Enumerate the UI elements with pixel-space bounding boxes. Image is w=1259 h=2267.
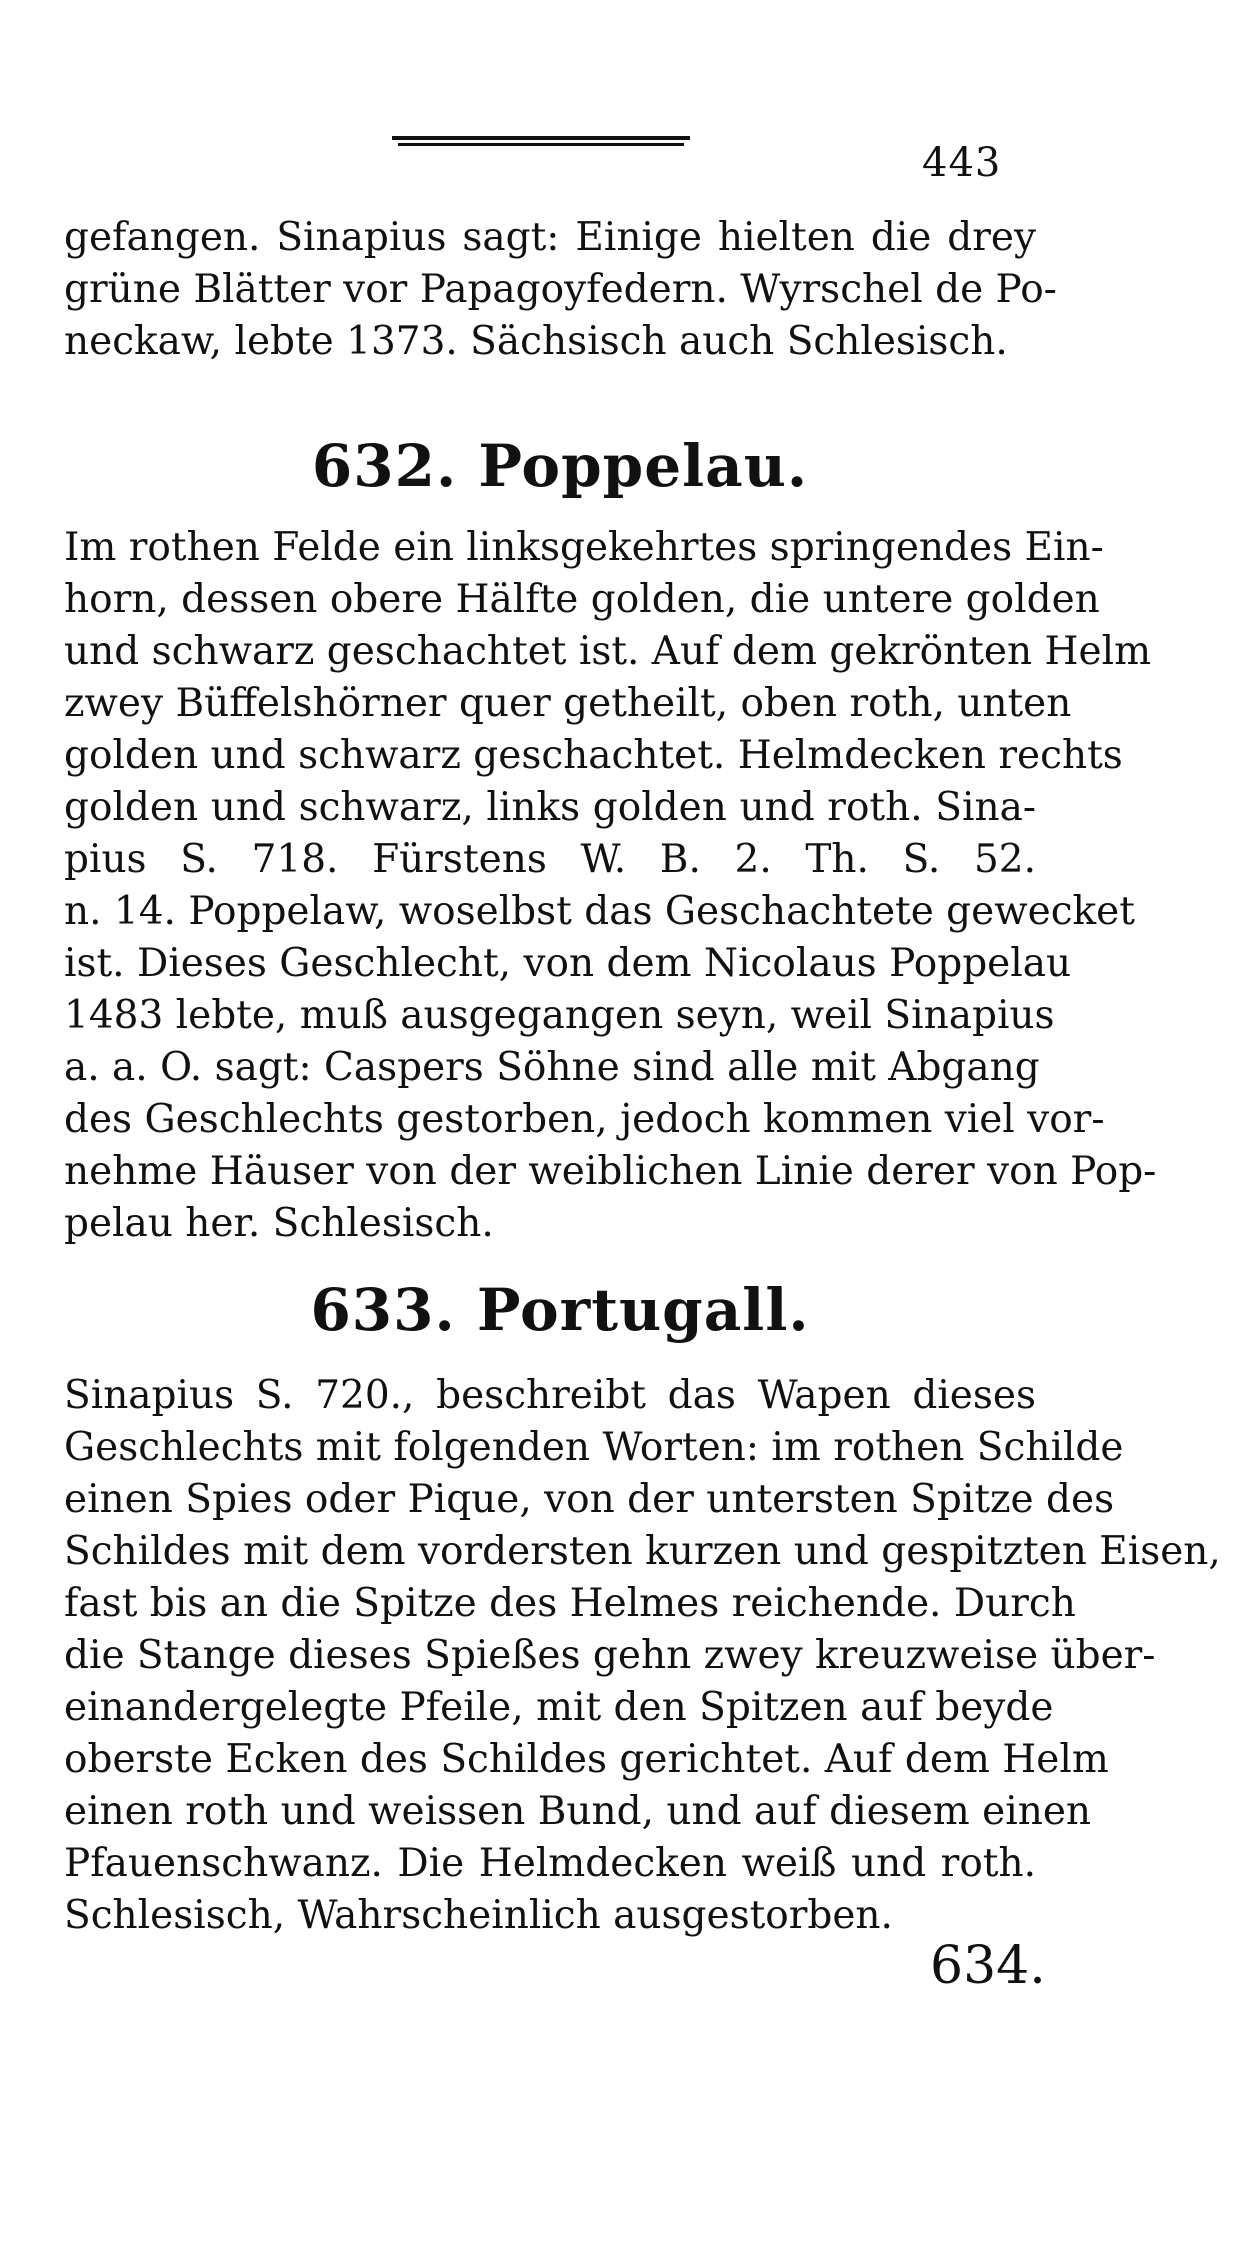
text-line: oberste Ecken des Schildes gerichtet. Auf dem Helm [64, 1737, 1109, 1782]
text-line: des Geschlechts gestorben, jedoch kommen viel vor- [64, 1097, 1105, 1142]
text-line: Sinapius S. 720., beschreibt das Wapen dieses [64, 1373, 1036, 1418]
entry-heading-632: 632. Poppelau. [311, 432, 809, 500]
text-line: gefangen. Sinapius sagt: Einige hielten die drey [64, 215, 1036, 260]
text-line: nehme Häuser von der weiblichen Linie derer von Pop- [64, 1149, 1157, 1194]
text-line: und schwarz geschachtet ist. Auf dem gekrönten Helm [64, 629, 1152, 674]
text-line: die Stange dieses Spießes gehn zwey kreuzweise über- [64, 1633, 1156, 1678]
header-ornament-rule [392, 136, 690, 148]
text-line: golden und schwarz, links golden und roth. Sina- [64, 785, 1036, 830]
text-line: n. 14. Poppelaw, woselbst das Geschachtete gewecket [64, 889, 1135, 934]
text-line: einen roth und weissen Bund, und auf diesem einen [64, 1789, 1092, 1834]
text-line: grüne Blätter vor Papagoyfedern. Wyrschel de Po- [64, 267, 1057, 312]
entry-633-paragraph [64, 1370, 1221, 1942]
text-line: horn, dessen obere Hälfte golden, die untere golden [64, 577, 1100, 622]
text-line: pius S. 718. Fürstens W. B. 2. Th. S. 52. [64, 837, 1036, 882]
entry-heading-633: 633. Portugall. [310, 1276, 810, 1344]
text-line: neckaw, lebte 1373. Sächsisch auch Schlesisch. [64, 319, 1008, 364]
text-line: zwey Büffelshörner quer getheilt, oben roth, unten [64, 681, 1072, 726]
entry-632-paragraph [64, 522, 1157, 1250]
text-line: ist. Dieses Geschlecht, von dem Nicolaus Poppelau [64, 941, 1072, 986]
text-line: Pfauenschwanz. Die Helmdecken weiß und roth. [64, 1841, 1036, 1886]
text-line: pelau her. Schlesisch. [64, 1201, 494, 1246]
text-line: einen Spies oder Pique, von der untersten Spitze des [64, 1477, 1115, 1522]
page-number: 443 [922, 140, 1002, 186]
catchword: 634. [930, 1936, 1046, 1996]
intro-paragraph [64, 212, 1057, 368]
text-line: Im rothen Felde ein linksgekehrtes springendes Ein- [64, 525, 1104, 570]
text-line: golden und schwarz geschachtet. Helmdecken rechts [64, 733, 1123, 778]
text-line: einandergelegte Pfeile, mit den Spitzen auf beyde [64, 1685, 1054, 1730]
text-line: Schlesisch, Wahrscheinlich ausgestorben. [64, 1893, 893, 1938]
text-line: Schildes mit dem vordersten kurzen und gespitzten Eisen, [64, 1529, 1221, 1574]
text-line: Geschlechts mit folgenden Worten: im rothen Schilde [64, 1425, 1124, 1470]
text-line: 1483 lebte, muß ausgegangen seyn, weil Sinapius [64, 993, 1055, 1038]
text-line: fast bis an die Spitze des Helmes reichende. Durch [64, 1581, 1076, 1626]
text-line: a. a. O. sagt: Caspers Söhne sind alle mit Abgang [64, 1045, 1040, 1090]
